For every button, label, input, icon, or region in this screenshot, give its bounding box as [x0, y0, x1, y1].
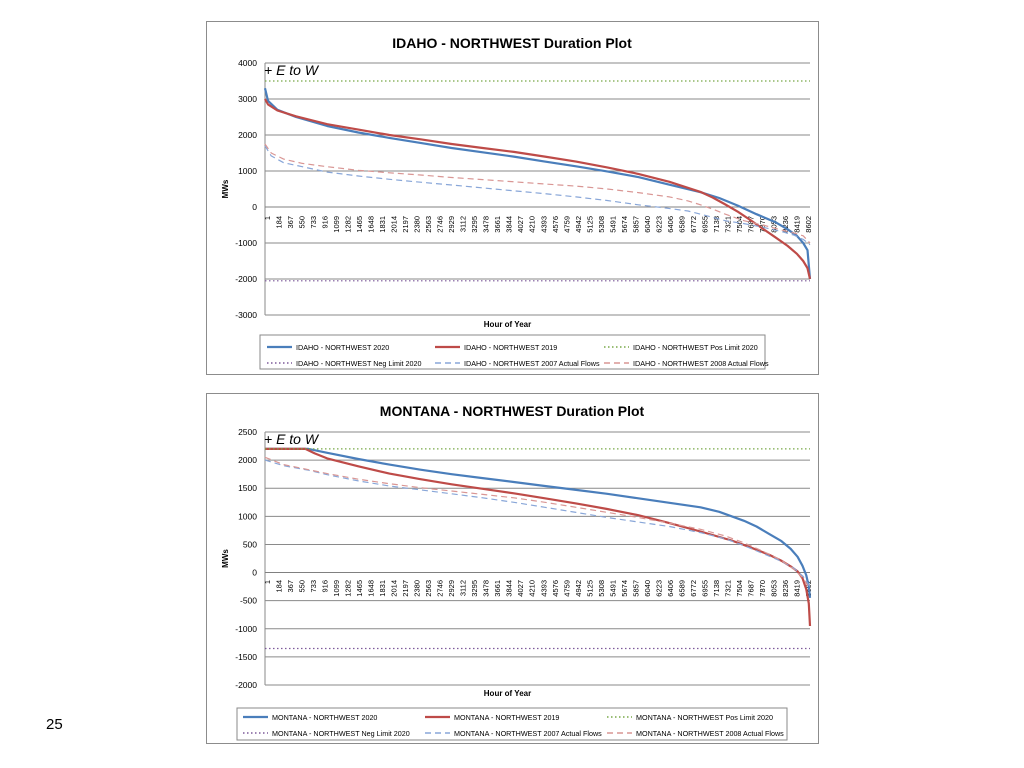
- x-tick-label: 5674: [619, 216, 629, 233]
- x-tick-label: 2014: [389, 216, 399, 233]
- x-tick-label: 5125: [585, 216, 595, 233]
- y-tick-label: -1000: [235, 623, 257, 634]
- x-tick-label: 7687: [746, 580, 756, 597]
- x-tick-label: 8419: [792, 580, 802, 597]
- x-tick-label: 3661: [493, 216, 503, 233]
- x-tick-label: 6040: [642, 216, 652, 233]
- x-tick-label: 8602: [804, 580, 813, 597]
- x-tick-label: 367: [286, 216, 296, 229]
- x-tick-label: 3295: [470, 216, 480, 233]
- x-tick-label: 1: [263, 580, 272, 585]
- x-tick-label: 184: [274, 216, 284, 229]
- x-tick-label: 3844: [504, 216, 514, 233]
- y-axis-title: MWs: [221, 549, 230, 568]
- x-tick-label: 2014: [389, 580, 399, 597]
- x-tick-label: 6955: [700, 216, 710, 233]
- x-tick-label: 1465: [355, 216, 365, 233]
- y-tick-label: 4000: [238, 58, 257, 68]
- x-tick-label: 7321: [723, 216, 733, 233]
- x-tick-label: 7321: [723, 580, 733, 597]
- x-tick-label: 1831: [378, 216, 388, 233]
- x-tick-label: 4393: [539, 580, 549, 597]
- x-tick-label: 5125: [585, 580, 595, 597]
- x-tick-label: 7687: [746, 216, 756, 233]
- x-tick-label: 6772: [688, 580, 698, 597]
- x-tick-label: 8419: [792, 216, 802, 233]
- x-tick-label: 7870: [757, 580, 767, 597]
- x-tick-label: 1282: [343, 216, 353, 233]
- x-tick-label: 3844: [504, 580, 514, 597]
- x-tick-label: 6772: [688, 216, 698, 233]
- idaho-northwest-chart: [207, 22, 818, 374]
- y-axis-title: MWs: [221, 179, 230, 199]
- legend-label: MONTANA - NORTHWEST 2008 Actual Flows: [636, 729, 784, 738]
- chart-title: MONTANA - NORTHWEST Duration Plot: [379, 403, 645, 419]
- y-tick-label: 0: [252, 567, 257, 578]
- x-tick-label: 4210: [527, 580, 537, 597]
- x-tick-label: 916: [320, 580, 330, 593]
- series-line-6: [265, 457, 810, 589]
- x-tick-label: 733: [309, 580, 319, 593]
- x-tick-label: 5674: [619, 580, 629, 597]
- x-tick-label: 3478: [481, 580, 491, 597]
- x-tick-label: 184: [274, 580, 284, 593]
- x-tick-label: 8053: [769, 580, 779, 597]
- x-tick-label: 3295: [470, 580, 480, 597]
- x-tick-label: 367: [286, 580, 296, 593]
- x-tick-label: 1465: [355, 580, 365, 597]
- legend-label: MONTANA - NORTHWEST Neg Limit 2020: [272, 729, 410, 738]
- x-tick-label: 3112: [458, 580, 468, 597]
- x-tick-label: 6589: [677, 580, 687, 597]
- y-tick-label: 2000: [238, 130, 257, 140]
- x-tick-label: 4759: [562, 580, 572, 597]
- x-tick-label: 5491: [608, 580, 618, 597]
- x-tick-label: 4210: [527, 216, 537, 233]
- x-tick-label: 1099: [332, 216, 342, 233]
- y-tick-label: -2000: [235, 274, 257, 284]
- x-tick-label: 5491: [608, 216, 618, 233]
- montana-northwest-chart: [207, 394, 818, 743]
- legend-label: IDAHO - NORTHWEST 2007 Actual Flows: [464, 359, 600, 368]
- y-tick-label: -2000: [235, 680, 257, 690]
- x-tick-label: 6223: [654, 580, 664, 597]
- chart-title: IDAHO - NORTHWEST Duration Plot: [392, 35, 632, 51]
- x-tick-label: 4576: [550, 580, 560, 597]
- y-tick-label: 1000: [238, 511, 257, 522]
- x-tick-label: 550: [297, 580, 307, 593]
- x-tick-label: 7138: [711, 216, 721, 233]
- x-tick-label: 916: [320, 216, 330, 229]
- y-tick-label: -500: [239, 595, 257, 606]
- x-tick-label: 1282: [343, 580, 353, 597]
- y-tick-label: 3000: [238, 94, 257, 104]
- idaho-northwest-chart-panel: [206, 21, 819, 375]
- x-tick-label: 2197: [401, 216, 411, 233]
- x-tick-label: 3478: [481, 216, 491, 233]
- y-tick-label: 0: [252, 202, 257, 212]
- x-axis-title: Hour of Year: [483, 320, 532, 329]
- x-tick-label: 1831: [378, 580, 388, 597]
- x-tick-label: 4027: [516, 216, 526, 233]
- x-tick-label: 2380: [412, 216, 422, 233]
- y-tick-label: 1500: [238, 483, 257, 494]
- y-tick-label: 1000: [238, 166, 257, 176]
- x-tick-label: 733: [309, 216, 319, 229]
- legend-label: MONTANA - NORTHWEST 2019: [454, 713, 560, 722]
- x-tick-label: 8602: [804, 216, 813, 233]
- legend-label: IDAHO - NORTHWEST 2008 Actual Flows: [633, 359, 769, 368]
- x-tick-label: 2746: [435, 580, 445, 597]
- x-tick-label: 6955: [700, 580, 710, 597]
- x-tick-label: 7504: [734, 580, 744, 597]
- series-line-1: [265, 449, 810, 598]
- y-tick-label: -1000: [235, 238, 257, 248]
- x-tick-label: 3112: [458, 216, 468, 233]
- x-tick-label: 2929: [447, 216, 457, 233]
- legend-label: IDAHO - NORTHWEST 2020: [296, 343, 390, 352]
- x-tick-label: 4759: [562, 216, 572, 233]
- montana-northwest-chart-panel: [206, 393, 819, 744]
- direction-annotation: + E to W: [264, 431, 319, 447]
- x-tick-label: 6406: [665, 580, 675, 597]
- legend-label: MONTANA - NORTHWEST 2007 Actual Flows: [454, 729, 602, 738]
- legend-label: MONTANA - NORTHWEST Pos Limit 2020: [636, 713, 773, 722]
- direction-annotation: + E to W: [264, 62, 319, 78]
- x-tick-label: 1648: [366, 216, 376, 233]
- legend-label: IDAHO - NORTHWEST Neg Limit 2020: [296, 359, 422, 368]
- x-tick-label: 2197: [401, 580, 411, 597]
- x-tick-label: 5857: [631, 580, 641, 597]
- y-tick-label: -1500: [235, 651, 257, 662]
- y-tick-label: -3000: [235, 310, 257, 320]
- x-tick-label: 4027: [516, 580, 526, 597]
- x-tick-label: 1: [263, 216, 272, 221]
- x-tick-label: 2746: [435, 216, 445, 233]
- legend-label: IDAHO - NORTHWEST Pos Limit 2020: [633, 343, 758, 352]
- x-tick-label: 550: [297, 216, 307, 229]
- x-tick-label: 6223: [654, 216, 664, 233]
- x-tick-label: 4576: [550, 216, 560, 233]
- slide-number: 25: [46, 716, 63, 733]
- legend-label: MONTANA - NORTHWEST 2020: [272, 713, 378, 722]
- x-tick-label: 5857: [631, 216, 641, 233]
- x-tick-label: 8053: [769, 216, 779, 233]
- x-tick-label: 2380: [412, 580, 422, 597]
- x-tick-label: 5308: [596, 580, 606, 597]
- x-tick-label: 7504: [734, 216, 744, 233]
- x-axis-title: Hour of Year: [483, 689, 532, 698]
- x-tick-label: 4942: [573, 216, 583, 233]
- x-tick-label: 2563: [424, 580, 434, 597]
- legend-label: IDAHO - NORTHWEST 2019: [464, 343, 558, 352]
- y-tick-label: 2500: [238, 427, 257, 437]
- x-tick-label: 5308: [596, 216, 606, 233]
- x-tick-label: 8236: [780, 216, 790, 233]
- x-tick-label: 7138: [711, 580, 721, 597]
- x-tick-label: 1648: [366, 580, 376, 597]
- x-tick-label: 7870: [757, 216, 767, 233]
- x-tick-label: 2563: [424, 216, 434, 233]
- y-tick-label: 500: [242, 539, 257, 550]
- series-line-5: [265, 460, 810, 586]
- series-line-2: [265, 99, 810, 279]
- x-tick-label: 6406: [665, 216, 675, 233]
- x-tick-label: 2929: [447, 580, 457, 597]
- x-tick-label: 6040: [642, 580, 652, 597]
- x-tick-label: 3661: [493, 580, 503, 597]
- y-tick-label: 2000: [238, 455, 257, 466]
- x-tick-label: 6589: [677, 216, 687, 233]
- x-tick-label: 4942: [573, 580, 583, 597]
- x-tick-label: 8236: [780, 580, 790, 597]
- x-tick-label: 4393: [539, 216, 549, 233]
- x-tick-label: 1099: [332, 580, 342, 597]
